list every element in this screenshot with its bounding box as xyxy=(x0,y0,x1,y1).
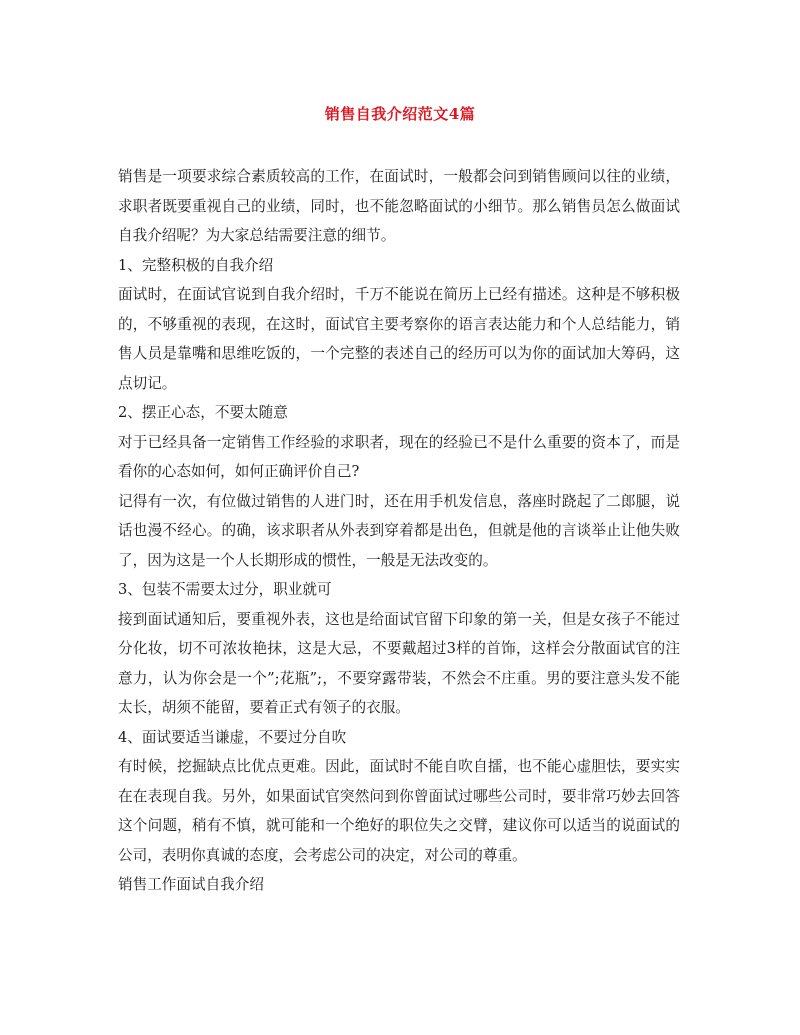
paragraph-2b: 记得有一次，有位做过销售的人进门时，还在用手机发信息，落座时跷起了二郎腿，说话也漫不经心。的确，该求职者从外表到穿着都是出色，但就是他的言谈举止让他失败了，因为这是一个人长期形成的惯性，一般是无法改变的。 xyxy=(118,492,680,569)
paragraph-3: 接到面试通知后，要重视外表，这也是给面试官留下印象的第一关，但是女孩子不能过分化妆，切不可浓妆艳抹，这是大忌，不要戴超过3样的首饰，这样会分散面试官的注意力，认为你会是一个”;花瓶”;，不要穿露带装，不然会不庄重。男的要注意头发不能太长，胡须不能留，要着正式有领子的衣服。 xyxy=(118,610,680,716)
paragraph-1: 面试时，在面试官说到自我介绍时，千万不能说在简历上已经有描述。这种是不够积极的，不够重视的表现，在这时，面试官主要考察你的语言表达能力和个人总结能力，销售人员是靠嘴和思维吃饭的，一个完整的表述自己的经历可以为你的面试加大筹码，这点切记。 xyxy=(118,286,680,392)
paragraph-4: 有时候，挖掘缺点比优点更难。因此，面试时不能自吹自擂，也不能心虚胆怯，要实实在在表现自我。另外，如果面试官突然问到你曾面试过哪些公司时，要非常巧妙去回答这个问题，稍有不慎，就可能和一个绝好的职位失之交臂，建议你可以适当的说面试的公司，表明你真诚的态度，会考虑公司的决定，对公司的尊重。 xyxy=(118,758,680,864)
section-heading-1: 1、完整积极的自我介绍 xyxy=(118,256,274,274)
document-title: 销售自我介绍范文4篇 xyxy=(324,105,476,123)
document-body xyxy=(118,162,680,900)
paragraph-intro: 销售是一项要求综合素质较高的工作，在面试时，一般都会问到销售顾问以往的业绩，求职者既要重视自己的业绩，同时，也不能忽略面试的小细节。那么销售员怎么做面试自我介绍呢？为大家总结需要注意的细节。 xyxy=(118,168,680,244)
section-heading-3: 3、包装不需要太过分，职业就可 xyxy=(118,581,332,598)
section-heading-2: 2、摆正心态，不要太随意 xyxy=(118,404,288,421)
section-heading-4: 4、面试要适当谦虚，不要过分自吹 xyxy=(118,728,347,746)
section-heading-5: 销售工作面试自我介绍 xyxy=(118,876,264,893)
paragraph-2a: 对于已经具备一定销售工作经验的求职者，现在的经验已不是什么重要的资本了，而是看你的心态如何，如何正确评价自己? xyxy=(118,433,680,480)
